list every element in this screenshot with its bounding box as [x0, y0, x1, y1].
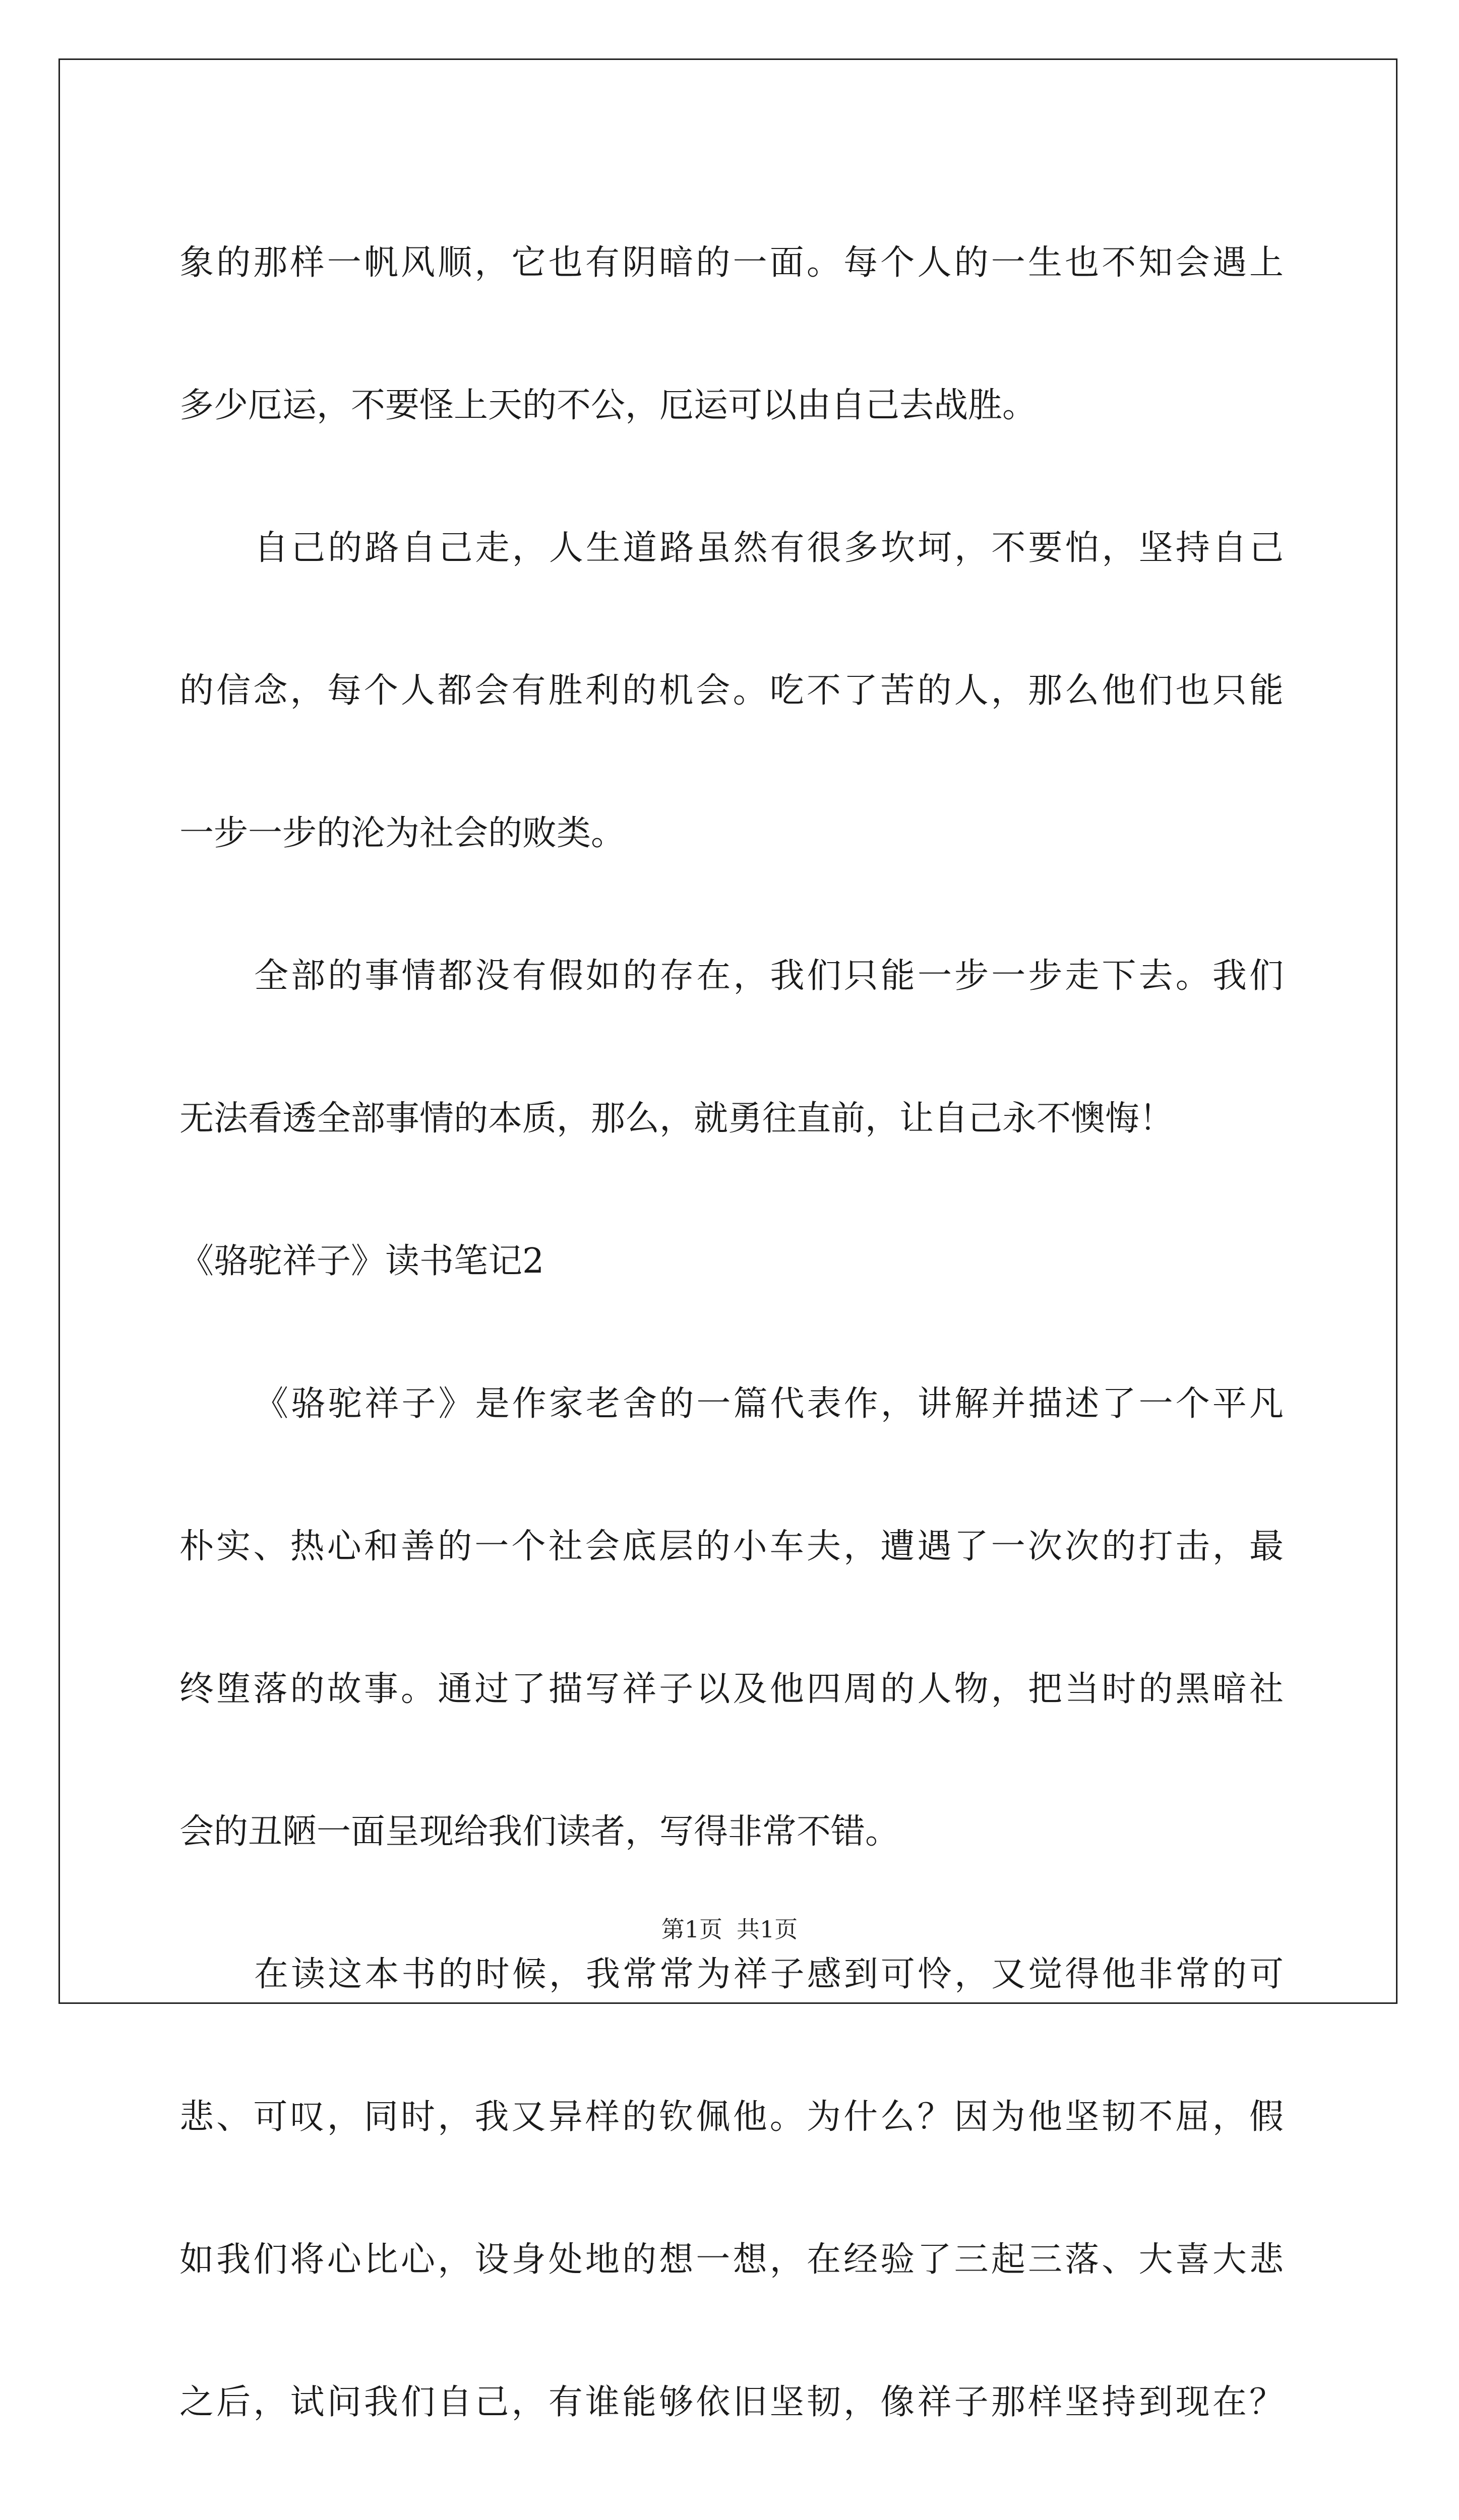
page-footer — [0, 1911, 1459, 1944]
paragraph-line: 全部的事情都没有假如的存在，我们只能一步一步走下去。我们 — [254, 956, 1284, 996]
paragraph-line: 终堕落的故事。通过了描写祥子以及他四周的人物，把当时的黑暗社 — [179, 1669, 1284, 1709]
paragraph-line — [179, 2474, 1284, 2520]
paragraph-line: 朴实、热心和善的一个社会底层的小车夫，遭遇了一次次的打击，最 — [179, 1527, 1284, 1566]
paragraph-line: 无法看透全部事情的本质，那么，就勇往直前，让自己永不懊悔！ — [179, 1099, 1174, 1139]
paragraph-line: 的信念，每个人都会有胜利的机会。吃不了苦的人，那么他们也只能 — [179, 671, 1284, 711]
paragraph-line: 在读这本书的时候，我常常为祥子感到可怜，又觉得他非常的可 — [254, 1955, 1284, 1994]
paragraph-line: 自己的路自己走，人生道路虽然有很多坎坷，不要怕，坚持自己 — [254, 528, 1284, 568]
paragraph-line: 之后，试问我们自己，有谁能够依旧坚韧，像祥子那样坚持到现在？ — [179, 2382, 1284, 2422]
paragraph-line: 一步一步的沦为社会的败类。 — [179, 813, 626, 853]
paragraph-line: 会的丑陋一面呈现给我们读者，写得非常不错。 — [179, 1812, 900, 1852]
paragraph-line: 多少厄运，不要怪上天的不公，厄运可以由自己去战胜。 — [179, 386, 1037, 425]
section-heading: 《骆驼祥子》读书笔记2 — [179, 1241, 544, 1281]
paragraph-line: 象的那样一帆风顺，它也有阴暗的一面。每个人的一生也不知会遇上 — [179, 243, 1284, 283]
page-total: 共1页 — [737, 1916, 798, 1943]
document-body — [179, 192, 1284, 2520]
paragraph-line: 如我们将心比心，设身处地的想一想，在经验了三起三落、大喜大悲 — [179, 2240, 1284, 2280]
paragraph-line: 悲、可叹，同时，我又异样的钦佩他。为什么？因为他坚韧不屈，假 — [179, 2097, 1284, 2137]
paragraph-line: 《骆驼祥子》是作家老舍的一篇代表作，讲解并描述了一个平凡 — [254, 1384, 1284, 1424]
page-number: 第1页 — [661, 1916, 722, 1943]
